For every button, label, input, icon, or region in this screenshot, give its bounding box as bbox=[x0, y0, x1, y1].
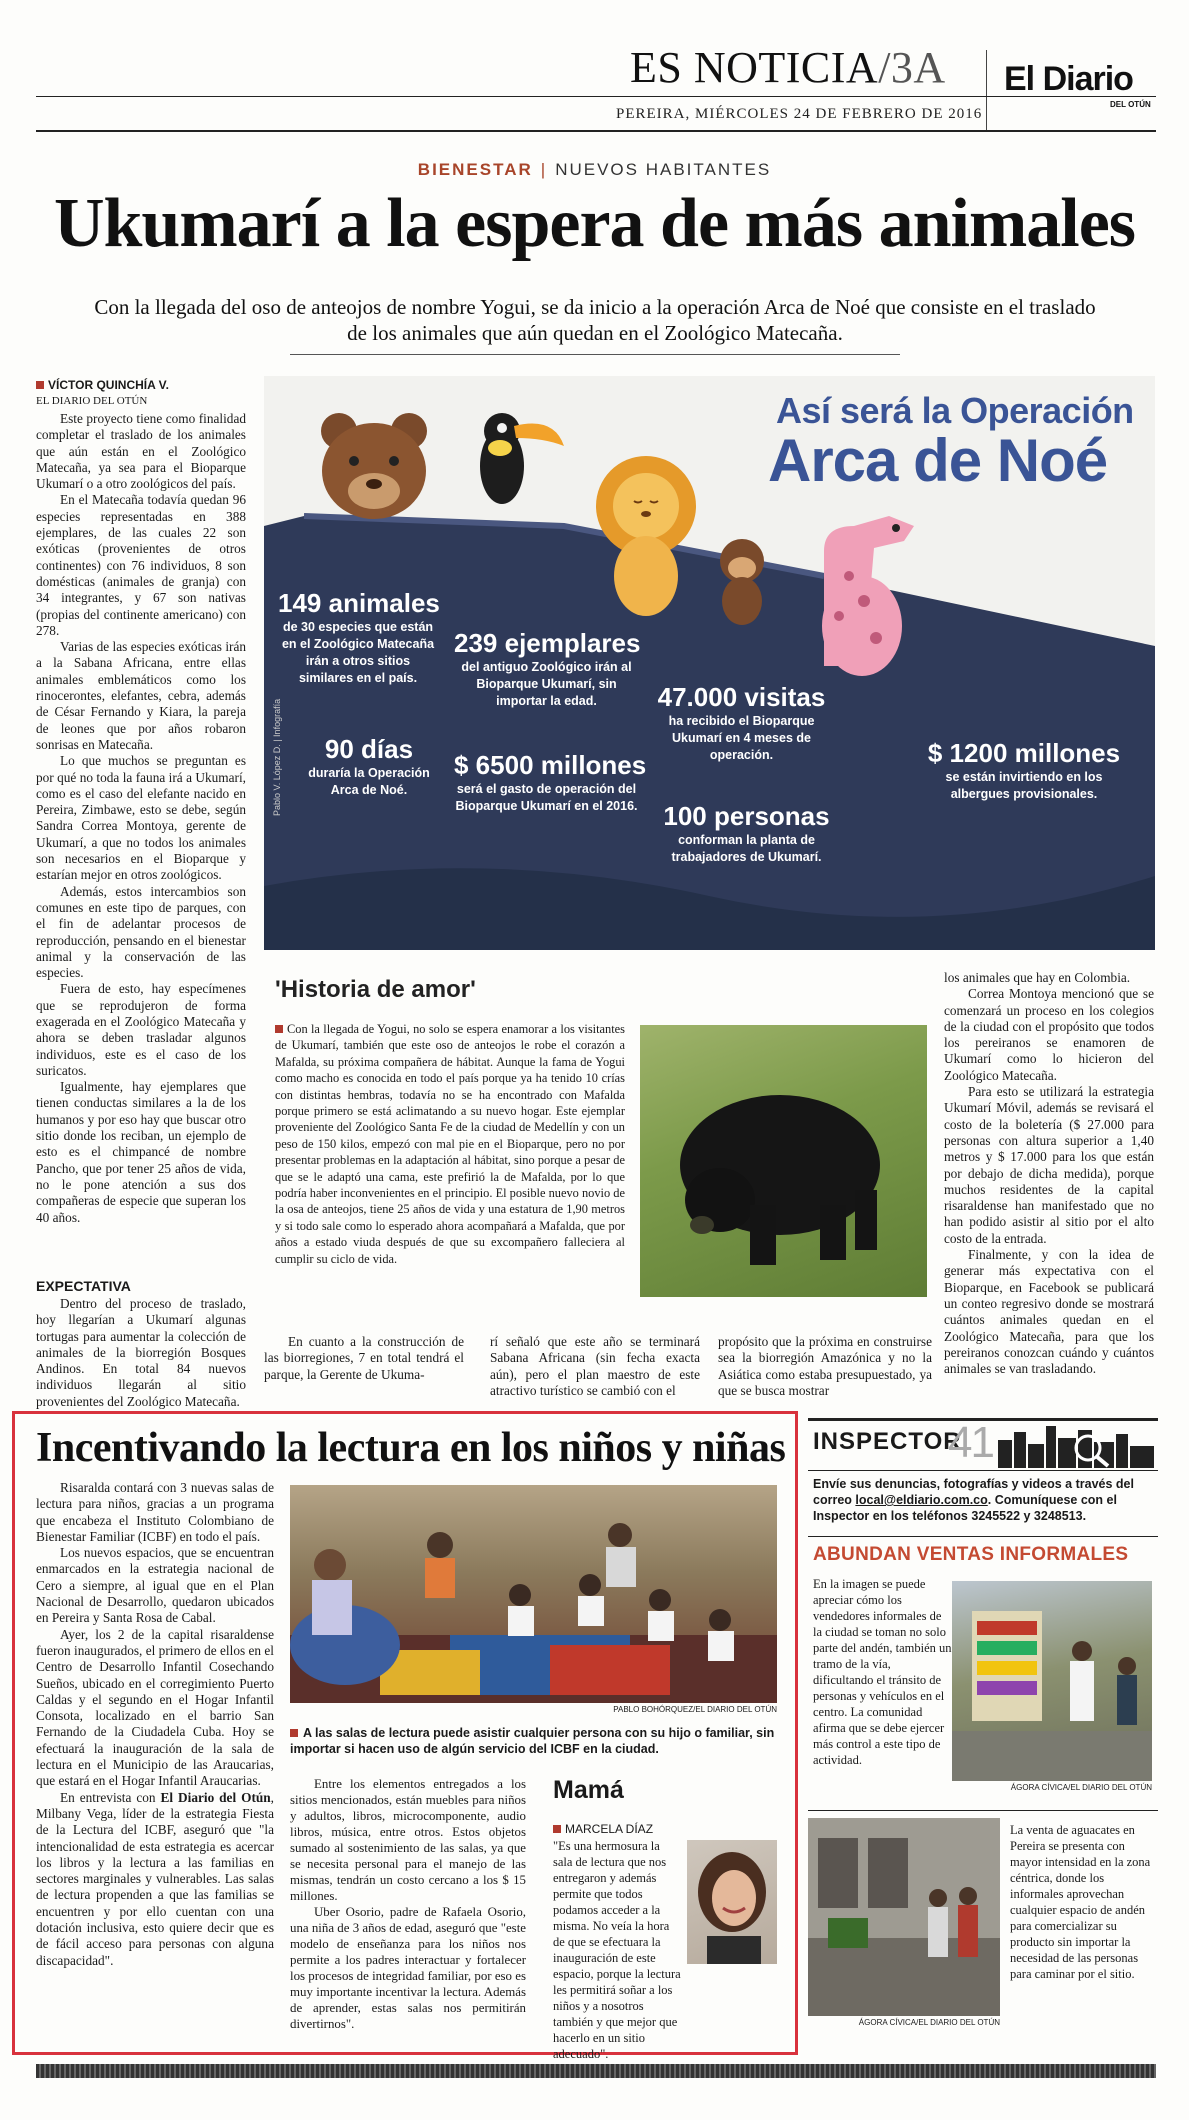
mama-portrait-photo bbox=[687, 1840, 777, 1964]
masthead-rule-bottom bbox=[36, 130, 1156, 132]
paragraph: Los nuevos espacios, que se encuentran enmarcados en la estrategia nacional de Cero a siempre, al igual que en el Plan Nacional de Desarrollo, quedaron ubicados en Pereira y Santa Rosa de Cabal. bbox=[36, 1545, 274, 1626]
love-story-text bbox=[275, 1021, 625, 1301]
text-span: . Comuníquese con el Inspector en los teléfonos 3245522 y 3248513. bbox=[813, 1493, 1117, 1523]
inspector-rule bbox=[808, 1470, 1158, 1471]
paragraph: Para esto se utilizará la estrategia Ukumarí Móvil, además se revisará el costo de la boletería ($ 27.000 para personas con altura superior a 1,40 metros y $ 17.000 para los que están por debajo de dicha medida), porque muchos residentes de la capital risaraldense han manifestado que no han podido asistir al sitio por el alto costo de la entrada. bbox=[944, 1084, 1154, 1246]
paragraph: los animales que hay en Colombia. bbox=[944, 970, 1131, 985]
infographic-title-1: Así será la Operación bbox=[776, 390, 1134, 431]
inspector-text-1: En la imagen se puede apreciar cómo los vendedores informales de la ciudad se toman no solo parte del andén, también un tramo de la vía, dificultando el tránsito de personas y vehículos en el centro. La comunidad afirma que se debe ejercer más control a este tipo de actividad. bbox=[813, 1577, 952, 1767]
stat-value: 239 ejemplares bbox=[454, 628, 641, 658]
paragraph: Uber Osorio, padre de Rafaela Osorio, una niña de 3 años de edad, aseguró que "este modelo de enseñanza para los niños nos permite a los padres interactuar y fortalecer los procesos de integridad familiar, por eso es muy importante incentivar la lectura. Además de aprender, estas salas nos permitirán divertirnos". bbox=[290, 1905, 526, 2031]
page-number: /3A bbox=[878, 43, 946, 92]
inspector-intro bbox=[813, 1476, 1153, 1524]
paragraph: Además, estos intercambios son comunes en este tipo de parques, con el fin de adelantar procesos de reproducción, pensando en el bienestar animal y la conservación de las especies. bbox=[36, 883, 246, 981]
reading-column-2 bbox=[290, 1776, 526, 2042]
street-vendors-photo bbox=[952, 1581, 1152, 1781]
stat-1200-millones bbox=[924, 738, 1124, 803]
right-column-text bbox=[944, 970, 1154, 1380]
reading-room-photo bbox=[290, 1485, 777, 1703]
stat-90-dias bbox=[294, 734, 444, 799]
stat-239-ejemplares bbox=[454, 628, 639, 710]
inspector-photo-credit-1: ÁGORA CÍVICA/EL DIARIO DEL OTÚN bbox=[1010, 1783, 1152, 1792]
byline-org: EL DIARIO DEL OTÚN bbox=[36, 395, 148, 407]
stat-100-personas bbox=[659, 801, 834, 866]
masthead-divider bbox=[986, 50, 987, 130]
street-scene bbox=[808, 1818, 1000, 2016]
paragraph: Varias de las especies exóticas irán a la Sabana Africana, entre ellas animales emblemáticos como los rinocerontes, elefantes, cebra, además de César Fernando y Kiara, la pareja de leones que por años robaron sonrisas en Matecaña. bbox=[36, 639, 246, 752]
infographic-credit: Pablo V. López D. | Infografía bbox=[272, 698, 282, 816]
reading-headline: Incentivando la lectura en los niños y niñas bbox=[36, 1425, 786, 1471]
page-footer-band bbox=[36, 2064, 1156, 2078]
subhead-expectativa: EXPECTATIVA bbox=[36, 1278, 131, 1294]
stat-label: será el gasto de operación del Bioparque Ukumarí en el 2016. bbox=[455, 782, 638, 813]
paragraph: Este proyecto tiene como finalidad completar el traslado de los animales que aún están en el Zoológico Matecaña, ya sea para el Bioparque Ukumarí o a otro zoológicos del país. bbox=[36, 411, 246, 492]
paragraph: propósito que la próxima en construirse sea la biorregión Amazónica y no la Asiática como estaba presupuestado, ya que se busca mostrar bbox=[718, 1334, 932, 1398]
main-deck: Con la llegada del oso de anteojos de nombre Yogui, se da inicio a la operación Arca de Noé que consiste en el traslado de los animales que aún quedan en el Zoológico Matecaña. bbox=[94, 295, 1096, 345]
paragraph: Dentro del proceso de traslado, hoy llegarían a Ukumarí algunas tortugas para aumentar la colección de animales de la biorregión Bosques Andinos. En total 84 nuevos individuos llegarán al sitio provenientes del Zoológico Matecaña. bbox=[36, 1296, 246, 1409]
inspector-text-2: La venta de aguacates en Pereira se presenta con mayor intensidad en la zona céntrica, donde los informales aprovechan cualquier espacio de andén para comercializar su producto sin importar la necesidad de las personas para caminar por el sitio. bbox=[1010, 1823, 1151, 1981]
newspaper-logo-sub: DEL OTÚN bbox=[1110, 100, 1151, 109]
kicker bbox=[0, 160, 1189, 180]
bear-photo bbox=[640, 1025, 927, 1297]
paragraph: Con la llegada de Yogui, no solo se espera enamorar a los visitantes de Ukumarí, también que este oso de anteojos le robe el corazón a Mafalda, su próxima compañera de hábitat. Aunque la fama de Yogui como macho es conocida en todo el país porque ya ha tenido 10 crías con distintas hembras, todavía no se ha encontrado con Mafalda porque primero se está aclimatando a su nuevo hogar. Este ejemplar proveniente del Zoológico Santa Fe de la ciudad de Medellín y con un peso de 150 kilos, empezó con mal pie en el Bioparque, pero no por presentar problemas en la adaptación al hábitat, sino porque a pesar de que se le adaptó una cama, este prefirió la de Mafalda, por lo que podría haber inconvenientes en el principio. El posible nuevo novio de la osa de anteojos, tiene 25 años de vida y una estatura de 1,90 metros y si todo sale como lo esperado ahora acompañará a Mafalda, que por años a estado viuda después de que su excompañero falleciera al cumplir su ciclo de vida. bbox=[275, 1022, 625, 1266]
avocado-vendors-photo bbox=[808, 1818, 1000, 2016]
stat-value: 47.000 visitas bbox=[657, 682, 826, 712]
stat-label: ha recibido el Bioparque Ukumarí en 4 meses de operación. bbox=[668, 714, 815, 762]
masthead bbox=[36, 40, 1156, 132]
inspector-number: 41 bbox=[948, 1418, 993, 1467]
masthead-rule bbox=[36, 96, 1156, 97]
paragraph: Entre los elementos entregados a los sitios mencionados, están muebles para niños y adultos, libros, microcomponente, audio libros, música, entre otros. Estos objetos sumado al sostenimiento de las salas, ya que se necesita personal para el manejo de las mismas, tendrán un costo cercano a los $ 15 millones. bbox=[290, 1777, 526, 1903]
inspector-headline: ABUNDAN VENTAS INFORMALES bbox=[813, 1544, 1129, 1565]
main-story-column-bottom bbox=[36, 1296, 246, 1409]
stat-value: 90 días bbox=[324, 734, 414, 764]
mama-byline: MARCELA DÍAZ bbox=[553, 1822, 653, 1836]
love-story-title: 'Historia de amor' bbox=[275, 976, 476, 1003]
reading-column-1 bbox=[36, 1480, 274, 2040]
infographic-title-2: Arca de Noé bbox=[768, 427, 1108, 494]
reading-photo-credit: PABLO BOHÓRQUEZ/EL DIARIO DEL OTÚN bbox=[613, 1705, 777, 1714]
deck-rule bbox=[290, 354, 900, 355]
paragraph: rí señaló que este año se terminará Sabana Africana (sin fecha exacta aún), pero el plan maestro de este atractivo turístico se cambió con el bbox=[490, 1334, 700, 1398]
inspector-photo-credit-2: ÁGORA CÍVICA/EL DIARIO DEL OTÚN bbox=[858, 2018, 1000, 2027]
paragraph: En el Matecaña todavía quedan 96 especies representadas en 388 ejemplares, de las cuales 22 son exóticas (provenientes de otros continentes) con 76 individuos, 8 son domésticas (animales de granja) con 34 integrantes, y 67 son nativas (propias del continente americano) con 278. bbox=[36, 492, 246, 638]
dateline: PEREIRA, MIÉRCOLES 24 DE FEBRERO DE 2016 bbox=[616, 106, 983, 122]
stat-label: del antiguo Zoológico irán al Bioparque Ukumarí, sin importar la edad. bbox=[461, 660, 632, 708]
kicker-separator: | bbox=[540, 160, 548, 179]
main-story-column bbox=[36, 411, 246, 1291]
stat-149-animales bbox=[278, 588, 438, 687]
stat-6500-millones bbox=[454, 750, 647, 815]
newspaper-logo: El Diario bbox=[1004, 60, 1133, 98]
paragraph: Risaralda contará con 3 nuevas salas de lectura para niños, gracias a un programa que encabeza el Instituto Colombiano de Bienestar Familiar (ICBF) en todo el país. bbox=[36, 1480, 274, 1544]
vendor-cart-scene bbox=[952, 1581, 1152, 1781]
stat-label: de 30 especies que están en el Zoológico Matecaña irán a otros sitios similares en el país. bbox=[281, 620, 435, 685]
paragraph: Finalmente, y con la idea de generar más expectativa con el Bioparque, en Facebook se publicará un conteo regresivo donde se mostrará cuántos animales quedan en el Zoológico Matecaña, para que los pereiranos conozcan cuándo y cuántos animales se van trasladando. bbox=[944, 1247, 1154, 1377]
stat-value: 149 animales bbox=[278, 588, 440, 618]
inspector-section bbox=[808, 1418, 1158, 2058]
stat-47000-visitas bbox=[654, 682, 829, 764]
text-span: En entrevista con bbox=[60, 1789, 161, 1805]
mama-sidebar-title: Mamá bbox=[553, 1776, 624, 1804]
inspector-rule bbox=[808, 1536, 1158, 1537]
inspector-email-link[interactable]: local@eldiario.com.co bbox=[855, 1493, 988, 1507]
section-title: ES NOTICIA/3A bbox=[630, 43, 946, 92]
stat-value: $ 1200 millones bbox=[927, 738, 1121, 768]
reading-photo-caption: A las salas de lectura puede asistir cualquier persona con su hijo o familiar, sin importar si hacen uso de algún servicio del ICBF en la ciudad. bbox=[290, 1725, 777, 1757]
main-headline: Ukumarí a la espera de más animales bbox=[53, 185, 1136, 262]
paragraph: Lo que muchos se preguntan es por qué no toda la fauna irá a Ukumarí, como es el caso del elefante nacido en Pereira, Zimbawe, esto se debe, según Sandra Correa Montoya, gerente de Ukumarí, a que no todos los animales son necesarios en el Bioparque y estarían mejor en otros zoológicos. bbox=[36, 753, 246, 883]
newspaper-name: El Diario del Otún bbox=[160, 1789, 271, 1805]
text-span: Envíe sus denuncias, fotografías y videos a través del correo bbox=[813, 1477, 1134, 1507]
paragraph: Ayer, los 2 de la capital risaraldense fueron inaugurados, el primero de ellos en el Centro de Desarrollo Infantil Cosechando Sueños, ubicado en el corregimiento Puerto Caldas y el segundo en el Hogar Infantil Consota, localizado en el barrio San Fernando de la Ciudadela Cuba. Hoy se efectuará la inauguración de la sala de lectura en el Municipio de las Araucarias, que estará en el Hogar Infantil Araucarias. bbox=[36, 1626, 274, 1789]
toucan-illustration bbox=[480, 413, 564, 504]
tail-column-2 bbox=[264, 1334, 464, 1404]
inspector-rule bbox=[808, 1810, 1158, 1811]
stat-label: se están invirtiendo en los albergues provisionales. bbox=[945, 770, 1103, 801]
kicker-section: BIENESTAR bbox=[417, 160, 533, 179]
kicker-topic: NUEVOS HABITANTES bbox=[555, 160, 772, 179]
stat-value: $ 6500 millones bbox=[454, 750, 647, 780]
paragraph: Fuera de esto, hay especímenes que se reprodujeron de forma exagerada en el Zoológico Matecaña y ahora se deben trasladar algunos individuos, este es el caso de los suricatos. bbox=[36, 981, 246, 1078]
paragraph: Correa Montoya mencionó que se comenzará un proceso en los colegios de la ciudad con el propósito que todos los pereiranos se enamoren de Ukumarí como lo hicieron del Zoológico Matecaña. bbox=[944, 986, 1154, 1083]
inspector-logo: INSPECTOR bbox=[813, 1428, 962, 1455]
bear-illustration bbox=[321, 413, 427, 519]
paragraph: "Es una hermosura la sala de lectura que nos entregaron y además permite que todos podamos acceder a la misma. No veía la hora de que se efectuara la inauguración de este espacio, porque la lectura les permitirá soñar a los niños y a nosotros también y que mejor que hacerlo en un sitio adecuado". bbox=[553, 1839, 681, 2061]
stat-label: duraría la Operación Arca de Noé. bbox=[308, 766, 430, 797]
stat-value: 100 personas bbox=[663, 801, 830, 831]
paragraph: En cuanto a la construcción de las biorregiones, 7 en total tendrá el parque, la Gerente de Ukuma- bbox=[264, 1334, 464, 1382]
stat-label: conforman la planta de trabajadores de Ukumarí. bbox=[671, 833, 822, 864]
bear-silhouette bbox=[640, 1025, 927, 1297]
infographic-arca-de-noe bbox=[264, 376, 1155, 950]
paragraph: Igualmente, hay ejemplares que tienen conductas similares a la de los humanos y por eso hay que buscar otro sitio donde los reciban, un ejemplo de esto es el chimpancé de nombre Pancho, que por tener 25 años de vida, no le pone atención a sus dos compañeras de especie que superan los 40 años. bbox=[36, 1079, 246, 1225]
byline: VÍCTOR QUINCHÍA V. bbox=[36, 378, 169, 392]
skyline-icon bbox=[988, 1418, 1158, 1468]
children-scene bbox=[290, 1485, 777, 1703]
tail-column-3 bbox=[490, 1334, 700, 1404]
text-span: , Milbany Vega, líder de la estrategia Fiesta de la Lectura del ICBF, aseguró que "la intencionalidad de esta estrategia es acercar los libros y la lectura a las familias en sectores marginales y vulnerables. Las salas de lectura propenden a que las familias se encuentren y por ello cuentan con una dotación inclusiva, esto quiere decir que es de fácil acceso para personas con alguna discapacidad". bbox=[36, 1789, 274, 1968]
tail-column-4 bbox=[718, 1334, 932, 1404]
portrait-figure bbox=[687, 1840, 777, 1964]
paragraph bbox=[36, 1790, 274, 1969]
